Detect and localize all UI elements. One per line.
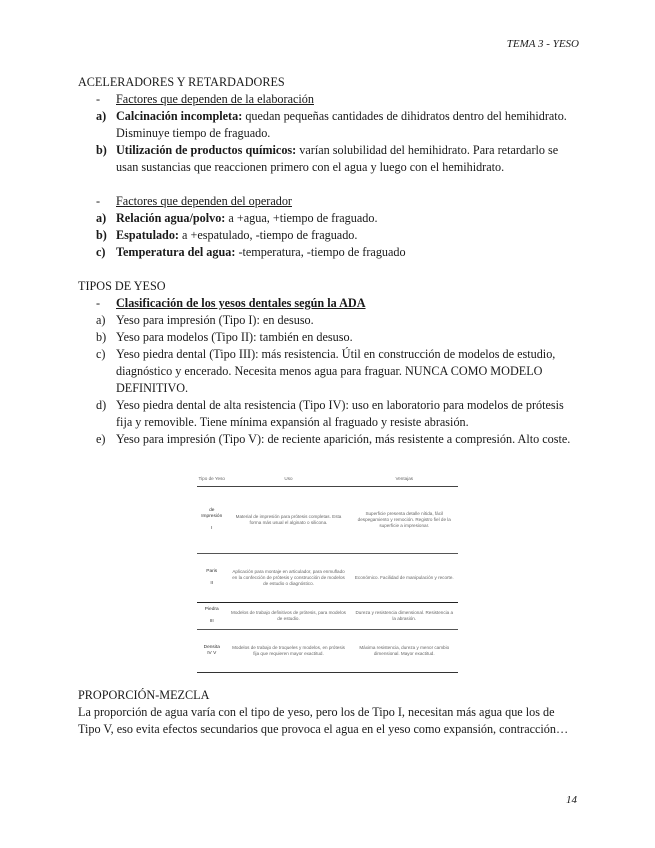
item-text: quedan pequeñas cantidades de dihidratos dentro del hemihidrato. Disminuye tiempo de fraguado. [116,109,567,140]
item-text: -temperatura, -tiempo de fraguado [238,245,406,259]
dash-marker: - [96,92,101,106]
list-marker: d) [96,398,107,412]
table-cell-uso: Modelos de trabajo de troqueles y modelos, en prótesis fija que requieren mayor exactitud. [226,630,350,673]
item-term: Espatulado: [116,228,179,242]
table-cell-tipo: Piedra III [197,603,226,630]
list-marker: a) [96,313,106,327]
group-label-text: Factores que dependen del operador [116,194,292,208]
proporcion-section [78,687,578,738]
group-label-text: Factores que dependen de la elaboración [116,92,314,106]
list-item [78,210,578,227]
section-title-proporcion: PROPORCIÓN-MEZCLA [78,688,210,702]
list-marker: b) [96,143,107,157]
list-item [78,346,578,397]
paragraph: La proporción de agua varía con el tipo de yeso, pero los de Tipo I, necesitan más agua que los de Tipo V, eso evita efectos secundarios que provoca el agua en el yeso como expansión, contracción… [78,705,569,736]
list-item [78,329,578,346]
page-header: TEMA 3 - YESO [506,38,579,50]
item-text: Yeso piedra dental (Tipo III): más resistencia. Útil en construcción de modelos de estudio, diagnóstico y encerado. Necesita menos agua para fraguar. NUNCA COMO MODELO DEFINITIVO. [116,347,556,395]
section-title-tipos: TIPOS DE YESO [78,279,166,293]
list-item [78,244,578,261]
subtitle-text: Clasificación de los yesos dentales según la ADA [116,296,366,310]
list-marker: b) [96,228,107,242]
table-header-row [197,472,458,487]
item-term: Relación agua/polvo: [116,211,226,225]
item-text: varían solubilidad del hemihidrato. Para retardarlo se usan sustancias que reaccionen primero con el agua y luego con el hemihidrato. [116,143,559,174]
item-text: a +agua, +tiempo de fraguado. [228,211,378,225]
table-header: Tipo de Yeso [197,472,226,487]
list-item [78,227,578,244]
table-row [197,487,458,554]
section-title-aceleradores: ACELERADORES Y RETARDADORES [78,75,285,89]
table-header: Ventajas [351,472,458,487]
item-text: Yeso piedra dental de alta resistencia (Tipo IV): uso en laboratorio para modelos de prótesis fija y removible. Tiene mínima expansión al fraguado y resiste abrasión. [116,398,564,429]
table-cell-uso: Modelos de trabajo definitivos de prótesis, para modelos de estudio. [226,603,350,630]
main-content [78,74,578,448]
item-text: Yeso para impresión (Tipo V): de reciente aparición, más resistente a compresión. Alto coste. [116,432,571,446]
table-cell-tipo: Densita IV V [197,630,226,673]
list-marker: a) [96,109,107,123]
group-label-operador [78,193,578,210]
table-cell-tipo: de Impresión I [197,487,226,554]
table-row [197,554,458,603]
item-term: Temperatura del agua: [116,245,236,259]
list-item [78,142,578,176]
list-item [78,108,578,142]
table-header: Uso [226,472,350,487]
list-marker: e) [96,432,106,446]
table-cell-ventajas: Máxima resistencia, dureza y menor cambio dimensional. Mayor exactitud. [351,630,458,673]
group-label-elaboracion [78,91,578,108]
item-text: Yeso para impresión (Tipo I): en desuso. [116,313,314,327]
dash-marker: - [96,194,101,208]
item-term: Calcinación incompleta: [116,109,243,123]
table-row [197,603,458,630]
table-cell-ventajas: Económico. Facilidad de manipulación y recorte. [351,554,458,603]
dash-marker: - [96,296,101,310]
table-cell-ventajas: Dureza y resistencia dimensional. Resistencia a la abrasión. [351,603,458,630]
table-cell-ventajas: Superficie presenta detalle nítida, fácil despegamiento y remoción. Registro fiel de la superficie a impresionar. [351,487,458,554]
item-text: Yeso para modelos (Tipo II): también en desuso. [116,330,353,344]
item-term: Utilización de productos químicos: [116,143,297,157]
table-cell-uso: Aplicación para montaje en articulador, para enmuflado en la confección de prótesis y construcción de modelos de estudio o diagnóstico. [226,554,350,603]
list-marker: b) [96,330,107,344]
page-number: 14 [566,794,577,806]
list-marker: c) [96,347,106,361]
ada-classification-table [197,472,458,673]
item-text: a +espatulado, -tiempo de fraguado. [182,228,358,242]
table-cell-uso: Material de impresión para prótesis completas. Esta forma más usual el alginato o silicona. [226,487,350,554]
list-marker: a) [96,211,107,225]
table-cell-tipo: Paris II [197,554,226,603]
list-item [78,431,578,448]
subtitle-ada [78,295,578,312]
list-item [78,397,578,431]
list-marker: c) [96,245,106,259]
table-row [197,630,458,673]
list-item [78,312,578,329]
